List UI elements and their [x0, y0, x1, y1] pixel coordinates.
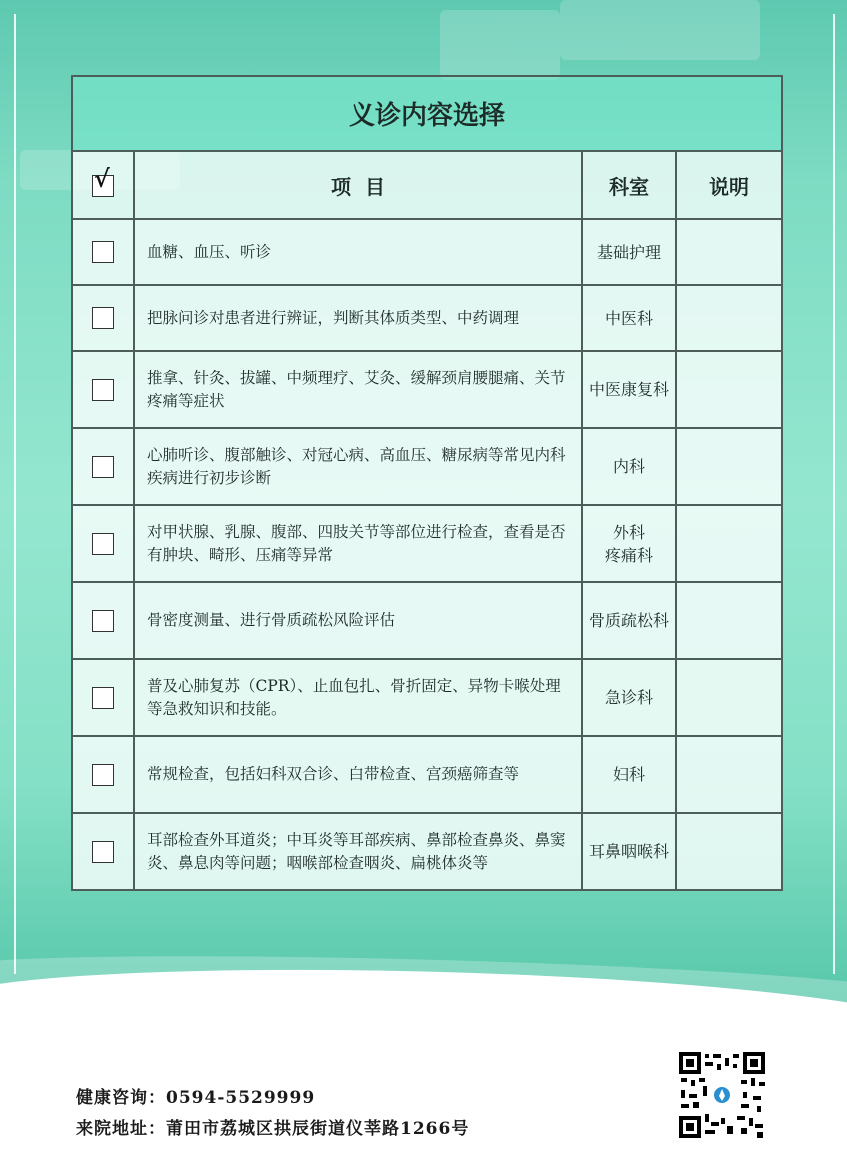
table-row: [72, 351, 782, 428]
table-row: [72, 813, 782, 890]
item-description: 骨密度测量、进行骨质疏松风险评估: [134, 582, 582, 659]
item-description: 推拿、针灸、拔罐、中频理疗、艾灸、缓解颈肩腰腿痛、关节疼痛等症状: [134, 351, 582, 428]
note-cell[interactable]: [676, 736, 782, 813]
row-check-cell: [72, 428, 134, 505]
note-cell[interactable]: [676, 428, 782, 505]
department-cell: [582, 659, 676, 736]
item-description: 心肺听诊、腹部触诊、对冠心病、高血压、糖尿病等常见内科疾病进行初步诊断: [134, 428, 582, 505]
row-checkbox[interactable]: [92, 764, 114, 786]
note-cell[interactable]: [676, 505, 782, 582]
department-name: 妇科: [612, 765, 645, 784]
table-row: [72, 505, 782, 582]
item-description: 耳部检查外耳道炎；中耳炎等耳部疾病、鼻部检查鼻炎、鼻窦炎、鼻息肉等问题；咽喉部检查咽炎、扁桃体炎等: [134, 813, 582, 890]
row-checkbox[interactable]: [92, 379, 114, 401]
department-cell: [582, 813, 676, 890]
row-check-cell: [72, 351, 134, 428]
row-checkbox[interactable]: [92, 687, 114, 709]
department-cell: [582, 736, 676, 813]
item-description: 常规检查，包括妇科双合诊、白带检查、宫颈癌筛查等: [134, 736, 582, 813]
item-description: 血糖、血压、听诊: [134, 219, 582, 285]
note-cell[interactable]: [676, 582, 782, 659]
department-name: 中医康复科: [588, 380, 669, 399]
row-check-cell: [72, 582, 134, 659]
item-description: 把脉问诊对患者进行辨证，判断其体质类型、中药调理: [134, 285, 582, 351]
row-check-cell: [72, 736, 134, 813]
department-cell: [582, 285, 676, 351]
note-cell[interactable]: [676, 813, 782, 890]
row-checkbox[interactable]: [92, 456, 114, 478]
header-item: 项 目: [134, 151, 582, 219]
department-name: 疼痛科: [604, 545, 653, 565]
department-cell: [582, 505, 676, 582]
note-cell[interactable]: [676, 285, 782, 351]
header-dept: 科室: [582, 151, 676, 219]
row-checkbox[interactable]: [92, 610, 114, 632]
department-cell: [582, 428, 676, 505]
note-cell[interactable]: [676, 659, 782, 736]
header-check: [72, 151, 134, 219]
checkmark-icon: √: [94, 164, 110, 194]
address-info: 来院地址：莆田市荔城区拱辰街道仪莘路1266号: [76, 1119, 470, 1139]
department-cell: [582, 582, 676, 659]
table-row: [72, 659, 782, 736]
row-check-cell: [72, 219, 134, 285]
department-name: 基础护理: [596, 242, 661, 262]
header-note: 说明: [676, 151, 782, 219]
item-description: 普及心肺复苏（CPR）、止血包扎、骨折固定、异物卡喉处理等急救知识和技能。: [134, 659, 582, 736]
note-cell[interactable]: [676, 351, 782, 428]
item-description: 对甲状腺、乳腺、腹部、四肢关节等部位进行检查，查看是否有肿块、畸形、压痛等异常: [134, 505, 582, 582]
department-cell: [582, 219, 676, 285]
department-name: 骨质疏松科: [588, 611, 669, 630]
table-row: [72, 285, 782, 351]
row-checkbox[interactable]: [92, 241, 114, 263]
department-name: 内科: [612, 457, 645, 476]
phone-info: 健康咨询：0594-5529999: [76, 1088, 316, 1108]
row-checkbox[interactable]: [92, 533, 114, 555]
check-all-checkbox[interactable]: [92, 164, 114, 197]
qr-code-icon: [679, 1052, 765, 1138]
table-row: [72, 428, 782, 505]
table-title: 义诊内容选择: [72, 76, 782, 151]
table-row: [72, 219, 782, 285]
department-name: 急诊科: [604, 688, 653, 707]
row-checkbox[interactable]: [92, 307, 114, 329]
row-checkbox[interactable]: [92, 841, 114, 863]
department-name: 耳鼻咽喉科: [588, 842, 669, 861]
row-check-cell: [72, 285, 134, 351]
table-row: [72, 582, 782, 659]
row-check-cell: [72, 505, 134, 582]
row-check-cell: [72, 813, 134, 890]
department-name: 中医科: [604, 308, 653, 328]
clinic-selection-table: [71, 75, 783, 891]
department-name: 外科: [612, 522, 645, 542]
row-check-cell: [72, 659, 134, 736]
table-row: [72, 736, 782, 813]
department-cell: [582, 351, 676, 428]
note-cell[interactable]: [676, 219, 782, 285]
